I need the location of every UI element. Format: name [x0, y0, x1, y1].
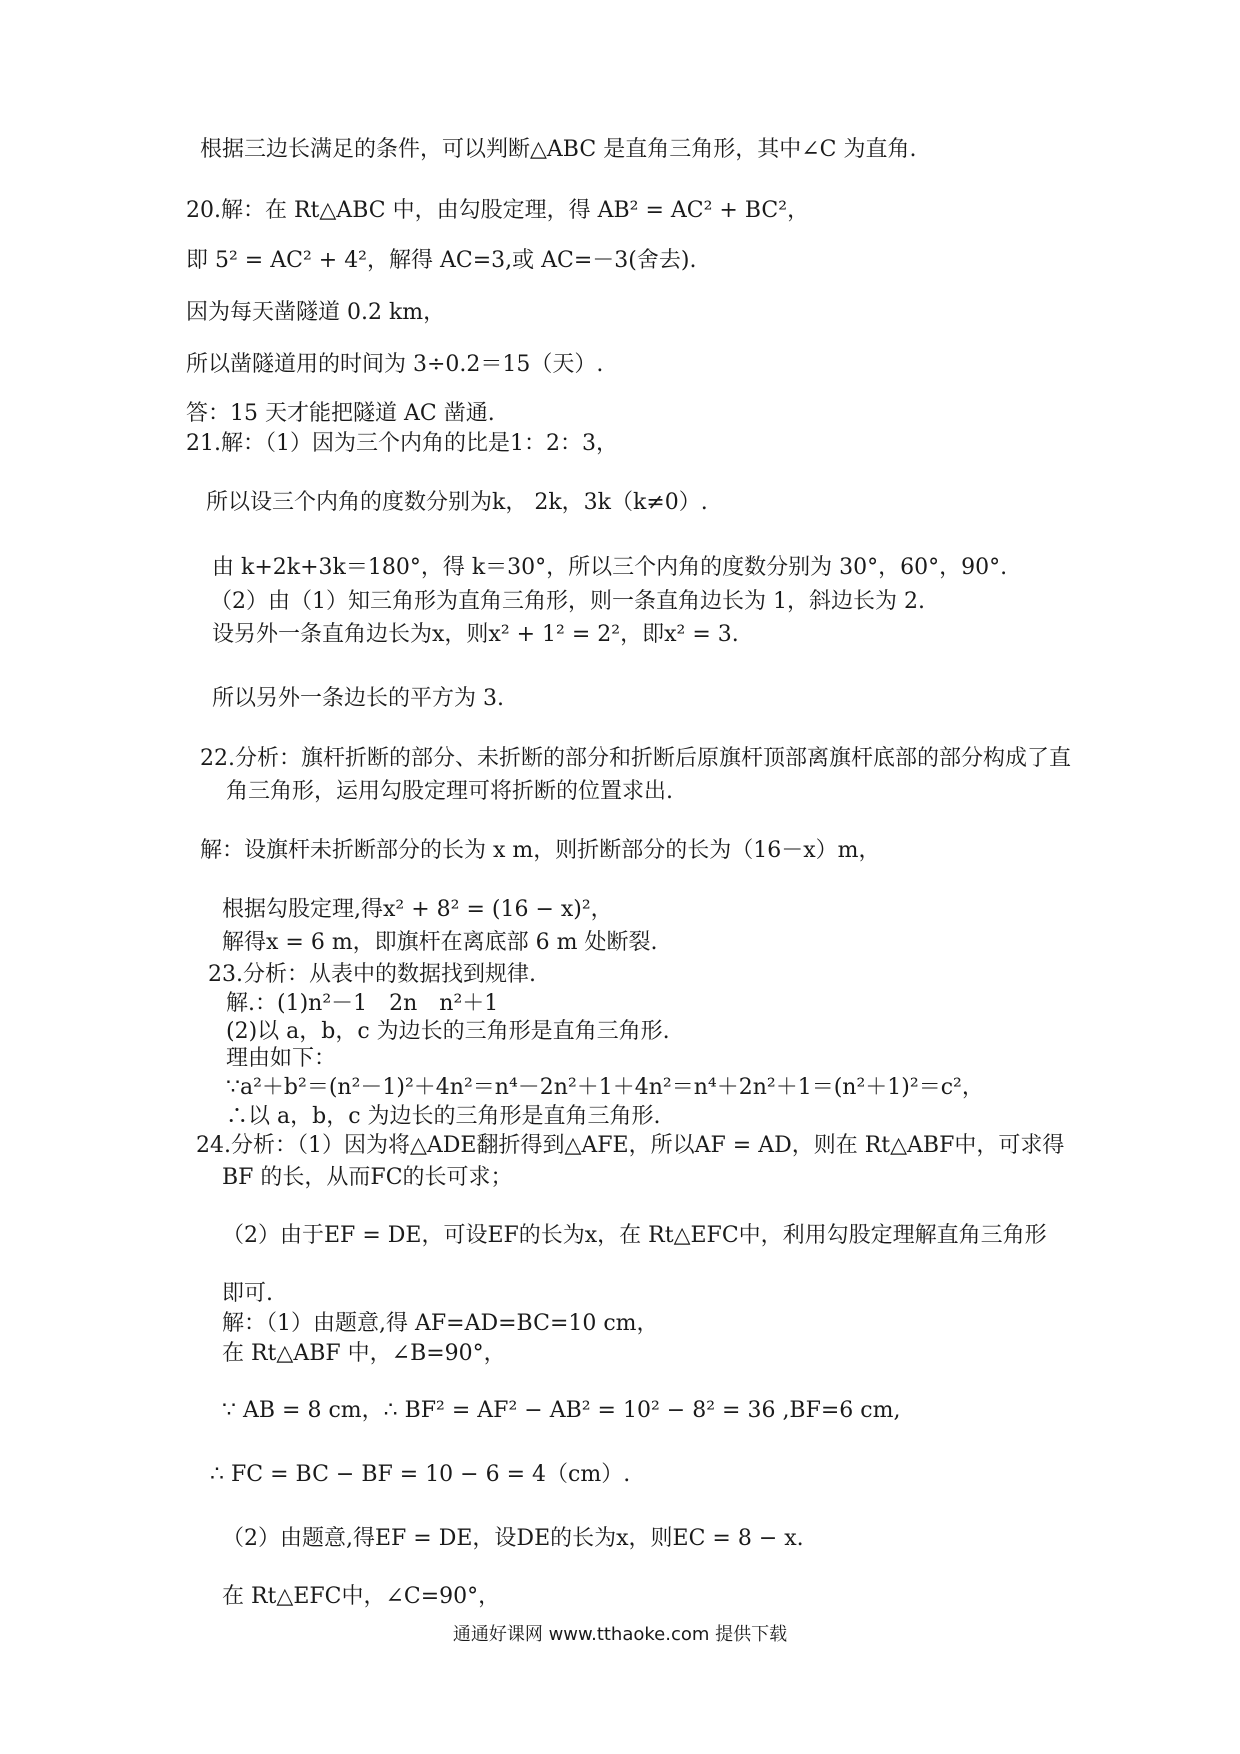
text-line: 设另外一条直角边长为x，则x² + 1² = 2²，即x² = 3.	[212, 622, 739, 647]
text-line: (2)以 a，b，c 为边长的三角形是直角三角形.	[226, 1019, 670, 1044]
text-line: 所以凿隧道用的时间为 3÷0.2＝15（天）.	[186, 352, 604, 377]
text-line: 所以另外一条边长的平方为 3.	[212, 686, 504, 711]
text-line: 解得x = 6 m，即旗杆在离底部 6 m 处断裂.	[222, 930, 658, 955]
text-line: 由 k+2k+3k＝180°，得 k＝30°，所以三个内角的度数分别为 30°，60°，90°.	[212, 555, 1008, 580]
text-line: 21.解：（1）因为三个内角的比是1：2：3，	[186, 431, 618, 456]
text-line: 22.分析：旗杆折断的部分、未折断的部分和折断后原旗杆顶部离旗杆底部的部分构成了直	[200, 746, 1071, 771]
text-line: 根据勾股定理,得x² + 8² = (16 − x)²，	[222, 897, 613, 922]
text-line: 20.解：在 Rt△ABC 中，由勾股定理，得 AB² = AC² + BC²，	[186, 198, 810, 223]
text-line: 答：15 天才能把隧道 AC 凿通.	[186, 401, 495, 426]
text-line: 解.：(1)n²－1 2n n²＋1	[226, 991, 499, 1016]
text-line: ∴以 a，b，c 为边长的三角形是直角三角形.	[226, 1104, 661, 1129]
text-line: BF 的长，从而FC的长可求；	[222, 1165, 513, 1190]
text-line: 解：（1）由题意,得 AF=AD=BC=10 cm，	[222, 1311, 659, 1336]
text-line: ∵ AB = 8 cm，∴ BF² = AF² − AB² = 10² − 8² = 36 ,BF=6 cm,	[222, 1398, 901, 1423]
text-line: 因为每天凿隧道 0.2 km，	[186, 300, 446, 325]
text-line: 解：设旗杆未折断部分的长为 x m，则折断部分的长为（16－x）m，	[200, 838, 881, 863]
text-line: 在 Rt△ABF 中，∠B=90°，	[222, 1341, 506, 1366]
text-line: 在 Rt△EFC中，∠C=90°，	[222, 1584, 501, 1609]
text-line: 角三角形，运用勾股定理可将折断的位置求出.	[226, 779, 673, 804]
text-line: 23.分析：从表中的数据找到规律.	[208, 962, 536, 987]
text-line: （2）由（1）知三角形为直角三角形，则一条直角边长为 1，斜边长为 2.	[210, 589, 925, 614]
text-line: 根据三边长满足的条件，可以判断△ABC 是直角三角形，其中∠C 为直角.	[200, 137, 917, 162]
text-line: ∵a²＋b²＝(n²－1)²＋4n²＝n⁴－2n²＋1＋4n²＝n⁴＋2n²＋1＝(n²＋1)²＝c²，	[226, 1075, 984, 1100]
text-line: 所以设三个内角的度数分别为k， 2k，3k（k≠0）.	[206, 490, 708, 515]
text-line: 即 5² = AC² + 4²，解得 AC=3,或 AC=－3(舍去).	[186, 248, 697, 273]
text-line: 24.分析：（1）因为将△ADE翻折得到△AFE，所以AF = AD，则在 Rt△ABF中，可求得	[196, 1133, 1065, 1158]
text-line: 即可.	[222, 1281, 273, 1306]
text-line: ∴ FC = BC − BF = 10 − 6 = 4（cm）.	[210, 1462, 631, 1487]
text-line: 理由如下：	[226, 1046, 337, 1071]
text-line: （2）由题意,得EF = DE，设DE的长为x，则EC = 8 − x.	[222, 1526, 804, 1551]
text-line: （2）由于EF = DE，可设EF的长为x，在 Rt△EFC中，利用勾股定理解直角三角形	[222, 1223, 1047, 1248]
page-footer: 通通好课网 www.tthaoke.com 提供下载	[452, 1624, 788, 1645]
